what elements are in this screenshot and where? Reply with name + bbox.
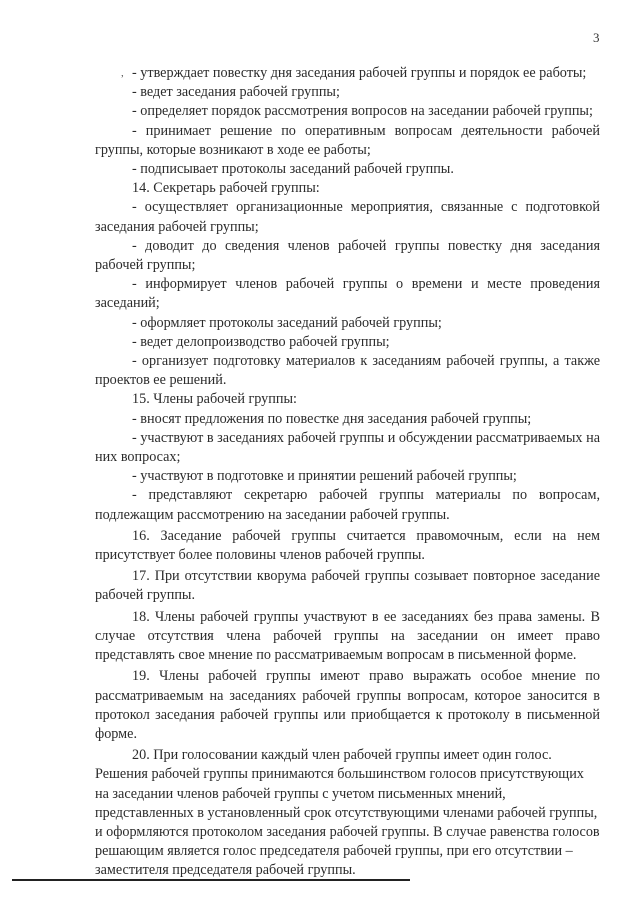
paragraph: - участвуют в подготовке и принятии решений рабочей группы; [132,468,517,485]
stray-mark: , [121,67,124,79]
paragraph: 17. При отсутствии кворума рабочей группы созывает повторное заседание рабочей группы. [95,568,600,604]
section-heading: 14. Секретарь рабочей группы: [132,180,320,197]
paragraph: - оформляет протоколы заседаний рабочей группы; [132,314,442,331]
paragraph: - вносят предложения по повестке дня заседания рабочей группы; [132,410,532,427]
paragraph: - организует подготовку материалов к заседаниям рабочей группы, а также проектов ее решений. [95,353,600,389]
paragraph: - определяет порядок рассмотрения вопросов на заседании рабочей группы; [132,103,593,120]
paragraph: - информирует членов рабочей группы о времени и месте проведения заседаний; [95,276,600,312]
paragraph: - утверждает повестку дня заседания рабочей группы и порядок ее работы; [132,65,587,81]
paragraph: 16. Заседание рабочей группы считается правомочным, если на нем присутствует более половины членов рабочей группы. [95,527,600,564]
footer-rule [12,879,410,881]
document-body [95,64,600,881]
paragraph: - представляют секретарю рабочей группы материалы по вопросам, подлежащим рассмотрению на заседании рабочей группы. [95,487,600,523]
paragraph: 18. Члены рабочей группы участвуют в ее заседаниях без права замены. В случае отсутствия члена рабочей группы на заседании он имеет право представлять свое мнение по рассматриваемым вопросам в письменной форме. [95,608,600,664]
paragraph: 20. При голосовании каждый член рабочей группы имеет один голос. Решения рабочей группы принимаются большинством голосов присутствующих на заседании членов рабочей группы с учетом письменных мнений, представленных в установленный срок отсутствующими членами рабочей группы, и оформляются протоколом заседания рабочей группы. В случае равенства голосов решающим является голос председателя рабочей группы, при его отсутствии – заместителя председателя рабочей группы. [95,747,600,879]
section-heading: 15. Члены рабочей группы: [132,391,297,408]
paragraph: - ведет заседания рабочей группы; [132,84,340,101]
paragraph: - ведет делопроизводство рабочей группы; [132,333,390,350]
paragraph: - осуществляет организационные мероприятия, связанные с подготовкой заседания рабочей группы; [95,199,600,235]
paragraph: - участвуют в заседаниях рабочей группы и обсуждении рассматриваемых на них вопросах; [95,429,600,466]
paragraph: - доводит до сведения членов рабочей группы повестку дня заседания рабочей группы; [95,237,600,274]
paragraph: - принимает решение по оперативным вопросам деятельности рабочей группы, которые возникают в ходе ее работы; [95,122,600,158]
paragraph: 19. Члены рабочей группы имеют право выражать особое мнение по рассматриваемым на заседаниях рабочей группы вопросам, которое заносится в протокол заседания рабочей группы или приобщается к протоколу в письменной форме. [95,668,600,742]
paragraph: - подписывает протоколы заседаний рабочей группы. [132,161,454,178]
page-number: 3 [593,30,600,45]
